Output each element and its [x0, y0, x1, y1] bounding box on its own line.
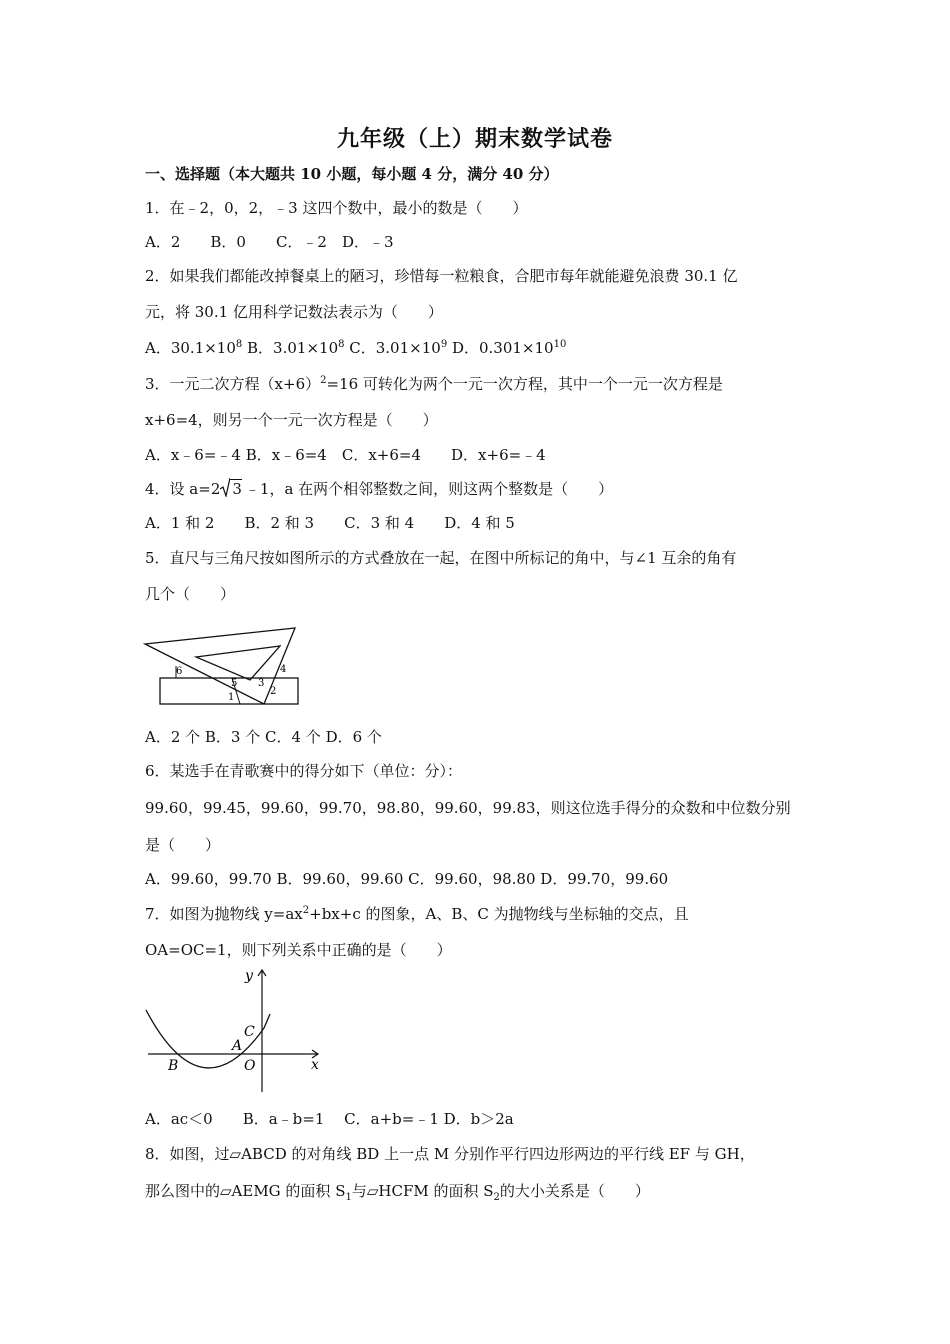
question-7-line-2: OA=OC=1，则下列关系中正确的是（ ） [145, 941, 452, 959]
section-heading: 一、选择题（本大题共 10 小题，每小题 4 分，满分 40 分） [145, 165, 559, 183]
angle-label-1: 1 [228, 692, 235, 703]
question-6-line-3: 是（ ） [145, 836, 221, 854]
question-4: 4．设 a=2 3 ﹣1，a 在两个相邻整数之间，则这两个整数是（ ） [145, 480, 614, 498]
question-3-line-2: x+6=4，则另一个一元一次方程是（ ） [145, 411, 438, 429]
question-8-line-2: 那么图中的▱AEMG 的面积 $S_1$与▱HCFM 的面积 $S_2$的大小关系是（ ） [145, 1182, 650, 1203]
angle-label-5: 5 [231, 678, 238, 689]
question-8-line-1: 8．如图，过▱ABCD 的对角线 BD 上一点 M 分别作平行四边形两边的平行线 EF 与 GH， [145, 1145, 755, 1163]
question-3-line-1: 3．一元二次方程$(x+6)^2=16$ 可转化为两个一元一次方程，其中一个一元一次方程是 [145, 375, 723, 393]
parabola-figure [140, 966, 325, 1096]
set-square-inner [196, 646, 280, 680]
question-6-line-1: 6．某选手在青歌赛中的得分如下（单位：分）： [145, 762, 463, 780]
x-label: x [311, 1057, 319, 1073]
angle-label-4: 4 [280, 664, 287, 675]
origin-label: O [244, 1058, 256, 1074]
question-5-line-2: 几个（ ） [145, 585, 236, 603]
question-5-options: A．2 个 B．3 个 C．4 个 D．6 个 [145, 728, 382, 746]
question-3-options: A．x﹣6=﹣4 B．x﹣6=4 C．x+6=4 D．x+6=﹣4 [145, 446, 546, 464]
question-7-line-1: 7．如图为抛物线 $y=ax^2+bx+c$ 的图象，A、B、C 为抛物线与坐标轴的交点，且 [145, 905, 689, 923]
question-1: 1．在﹣2，0，2，﹣3 这四个数中，最小的数是（ ） [145, 199, 528, 217]
question-2-line-2: 元，将 30.1 亿用科学记数法表示为（ ） [145, 303, 443, 321]
point-c-label: C [244, 1024, 255, 1040]
question-2-line-1: 2．如果我们都能改掉餐桌上的陋习，珍惜每一粒粮食，合肥市每年就能避免浪费 30.1 亿 [145, 267, 738, 285]
page-title: 九年级（上）期末数学试卷 [336, 126, 613, 152]
ruler-triangle-figure [140, 624, 305, 710]
point-a-label: A [232, 1038, 243, 1054]
question-4-options: A．1 和 2 B．2 和 3 C．3 和 4 D．4 和 5 [145, 514, 515, 532]
point-b-label: B [168, 1058, 179, 1074]
y-label: y [245, 968, 253, 984]
question-5-line-1: 5．直尺与三角尺按如图所示的方式叠放在一起，在图中所标记的角中，与∠1 互余的角有 [145, 549, 737, 567]
angle-label-3: 3 [258, 678, 265, 689]
question-1-options: A．2 B．0 C．﹣2 D．﹣3 [145, 233, 394, 251]
sqrt-symbol: 3 [220, 479, 245, 499]
question-6-line-2: 99.60，99.45，99.60，99.70，98.80，99.60，99.83，则这位选手得分的众数和中位数分别 [145, 799, 791, 817]
question-7-options: A．ac＜0 B．a﹣b=1 C．a+b=﹣1 D．b＞2a [145, 1110, 514, 1128]
angle-label-6: 6 [176, 666, 183, 677]
angle-label-2: 2 [270, 686, 277, 697]
question-2-options: A．$30.1\times 10^8$ B．$3.01\times 10^8$ C．$3.01\times 10^9$ D．$0.301\times 10^{10}$ [145, 339, 567, 357]
question-6-options: A．99.60，99.70 B．99.60，99.60 C．99.60，98.80 D．99.70，99.60 [145, 870, 669, 888]
